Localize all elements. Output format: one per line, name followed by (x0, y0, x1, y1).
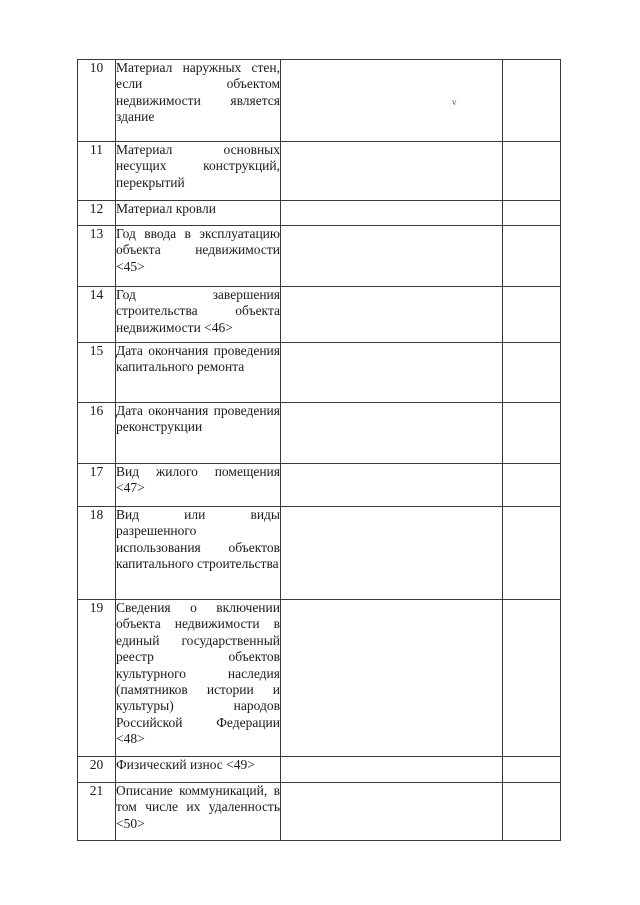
row-number: 13 (78, 226, 116, 287)
row-label: Дата окончания проведения капитального ремонта (116, 343, 281, 403)
note-cell (503, 783, 561, 841)
row-label: Вид или виды разрешенного использования объектов капитального строительства (116, 507, 281, 600)
row-label: Материал основных несущих конструкций, перекрытий (116, 142, 281, 201)
table-row (78, 600, 561, 757)
table-row (78, 343, 561, 403)
value-cell (281, 783, 503, 841)
value-cell (281, 201, 503, 226)
table-row (78, 142, 561, 201)
note-cell (503, 201, 561, 226)
table-row (78, 783, 561, 841)
row-number: 12 (78, 201, 116, 226)
note-cell (503, 226, 561, 287)
row-number: 15 (78, 343, 116, 403)
value-cell (281, 507, 503, 600)
table-row (78, 403, 561, 464)
row-number: 21 (78, 783, 116, 841)
note-cell (503, 287, 561, 343)
note-cell (503, 403, 561, 464)
row-number: 17 (78, 464, 116, 507)
table-row (78, 201, 561, 226)
row-number: 20 (78, 757, 116, 783)
table-row (78, 757, 561, 783)
table-row (78, 60, 561, 142)
row-number: 16 (78, 403, 116, 464)
note-cell (503, 757, 561, 783)
table-row (78, 464, 561, 507)
value-cell (281, 403, 503, 464)
note-cell (503, 507, 561, 600)
note-cell (503, 600, 561, 757)
value-cell (281, 600, 503, 757)
row-label: Вид жилого помещения <47> (116, 464, 281, 507)
row-number: 11 (78, 142, 116, 201)
table-row (78, 226, 561, 287)
stray-mark: v (452, 97, 457, 107)
value-cell (281, 287, 503, 343)
value-cell (281, 60, 503, 142)
table-row (78, 287, 561, 343)
note-cell (503, 343, 561, 403)
note-cell (503, 142, 561, 201)
row-label: Материал наружных стен, если объектом недвижимости является здание (116, 60, 281, 142)
value-cell (281, 343, 503, 403)
row-number: 10 (78, 60, 116, 142)
value-cell (281, 226, 503, 287)
row-number: 18 (78, 507, 116, 600)
row-number: 19 (78, 600, 116, 757)
row-label: Материал кровли (116, 201, 281, 226)
row-label: Год ввода в эксплуатацию объекта недвижимости <45> (116, 226, 281, 287)
row-label: Физический износ <49> (116, 757, 281, 783)
value-cell (281, 757, 503, 783)
property-characteristics-table (77, 59, 561, 841)
table-row (78, 507, 561, 600)
value-cell (281, 464, 503, 507)
row-label: Сведения о включении объекта недвижимости в единый государственный реестр объектов культурного наследия (памятников истории и культуры) народов Российской Федерации <48> (116, 600, 281, 757)
row-label: Описание коммуникаций, в том числе их удаленность <50> (116, 783, 281, 841)
row-label: Год завершения строительства объекта недвижимости <46> (116, 287, 281, 343)
note-cell (503, 60, 561, 142)
note-cell (503, 464, 561, 507)
value-cell (281, 142, 503, 201)
row-label: Дата окончания проведения реконструкции (116, 403, 281, 464)
row-number: 14 (78, 287, 116, 343)
